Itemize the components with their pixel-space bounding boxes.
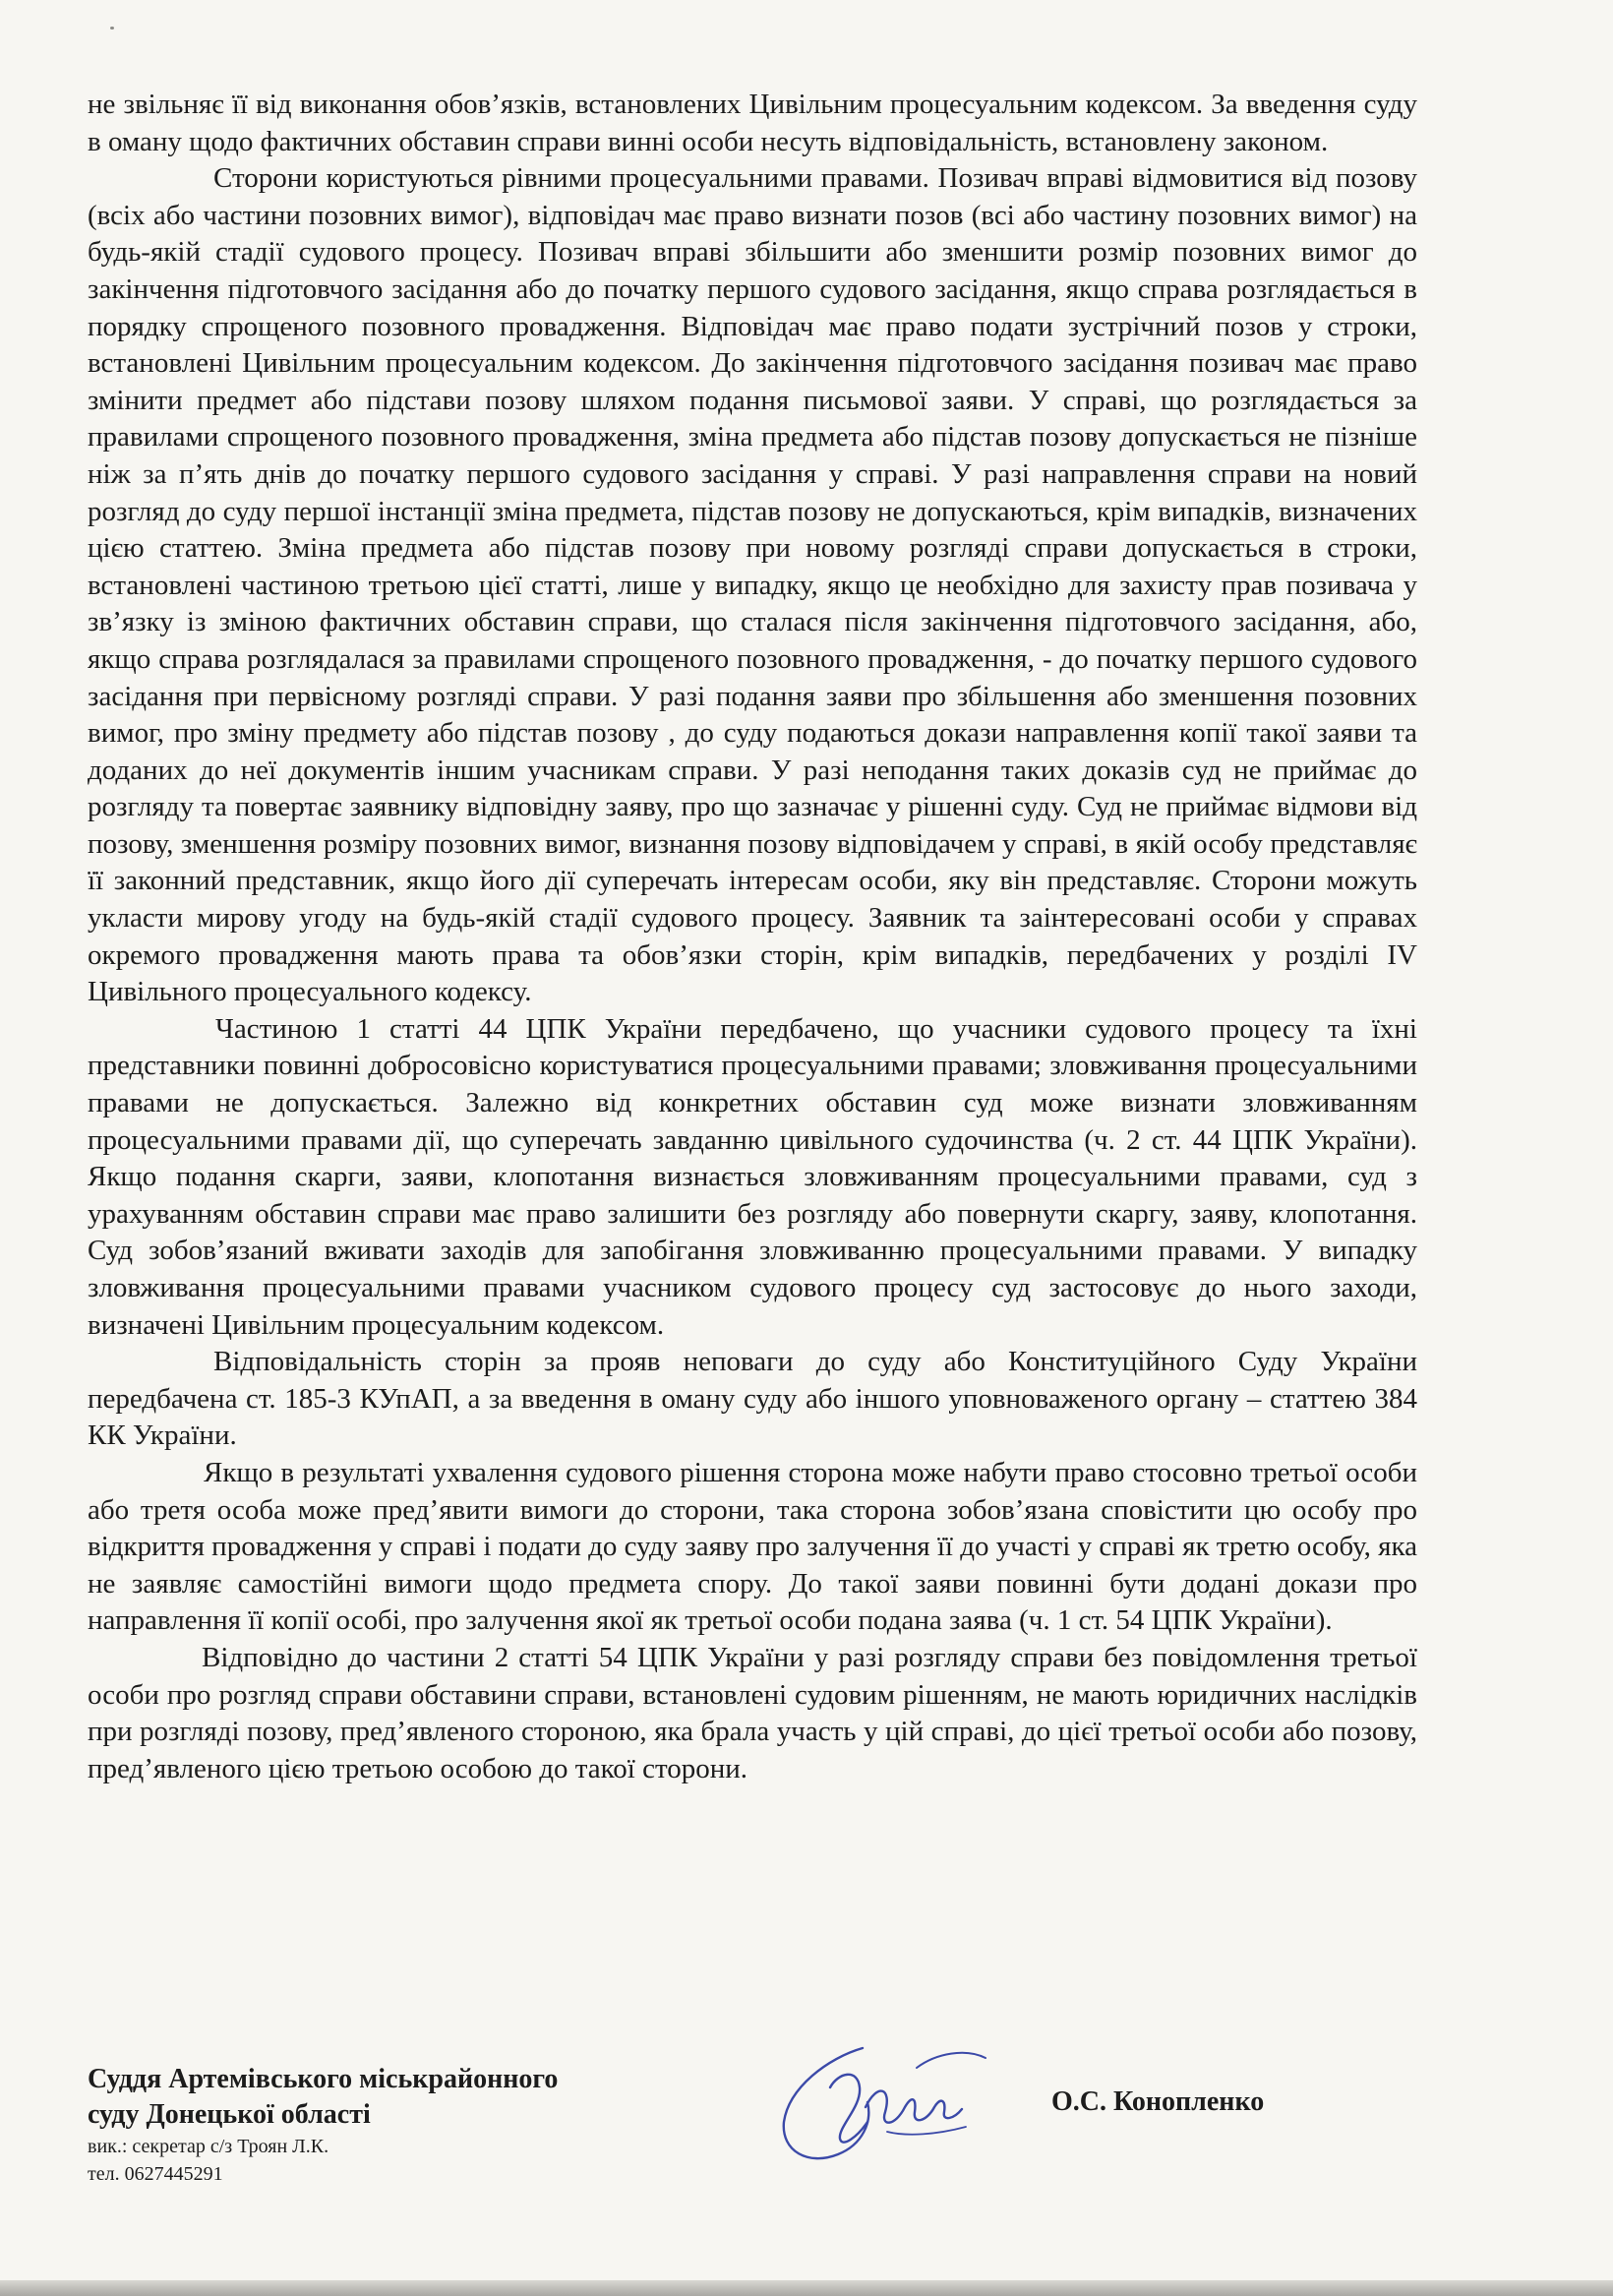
scan-speck bbox=[110, 27, 114, 30]
signature-block bbox=[88, 2062, 558, 2188]
handwritten-signature bbox=[769, 2028, 995, 2176]
phone-line: тел. 0627445291 bbox=[88, 2163, 223, 2185]
paragraph-4: Відповідальність сторін за прояв неповаги до суду або Конституційного Суду України передбачена ст. 185-3 КУпАП, а за введення в оману суду або іншого уповноваженого органу – статтею 384 КК України. bbox=[88, 1346, 1417, 1452]
executor-line: вик.: секретар с/з Троян Л.К. bbox=[88, 2136, 329, 2157]
paragraph-3: Частиною 1 статті 44 ЦПК України передбачено, що учасники судового процесу та їхні представники повинні добросовісно користуватися процесуальними правами; зловживання процесуальними правами не допускається. Залежно від конкретних обставин суд може визнати зловживанням процесуальними правами дії, що суперечать завданню цивільного судочинства (ч. 2 ст. 44 ЦПК України). Якщо подання скарги, заяви, клопотання визнається зловживанням процесуальними правами, суд з урахуванням обставин справи має право залишити без розгляду або повернути скаргу, заяву, клопотання. Суд зобов’язаний вживати заходів для запобігання зловживанню процесуальними правами. У випадку зловживання процесуальними правами учасником судового процесу суд застосовує до нього заходи, визначені Цивільним процесуальним кодексом. bbox=[88, 1012, 1417, 1341]
judge-title-line2: суду Донецької області bbox=[88, 2099, 371, 2130]
paragraph-2: Сторони користуються рівними процесуальними правами. Позивач вправі відмовитися від позову (всіх або частини позовних вимог), відповідач має право визнати позов (всі або частину позовних вимог) на будь-якій стадії судового процесу. Позивач вправі збільшити або зменшити розмір позовних вимог до закінчення підготовчого засідання або до початку першого судового засідання, якщо справа розглядається в порядку спрощеного позовного провадження. Відповідач має право подати зустрічний позов у строки, встановлені Цивільним процесуальним кодексом. До закінчення підготовчого засідання позивач має право змінити предмет або підстави позову шляхом подання письмової заяви. У справі, що розглядається за правилами спрощеного позовного провадження, зміна предмета або підстав позову допускається не пізніше ніж за п’ять днів до початку першого судового засідання у справі. У разі направлення справи на новий розгляд до суду першої інстанції зміна предмета, підстав позову не допускаються, крім випадків, визначених цією статтею. Зміна предмета або підстав позову при новому розгляді справи допускається в строки, встановлені частиною третьою цієї статті, лише у випадку, якщо це необхідно для захисту прав позивача у зв’язку із зміною фактичних обставин справи, що сталася після закінчення підготовчого засідання, або, якщо справа розглядалася за правилами спрощеного позовного провадження, - до початку першого судового засідання при первісному розгляді справи. У разі подання заяви про збільшення або зменшення позовних вимог, про зміну предмету або підстав позову , до суду подаються докази направлення копії такої заяви та доданих до неї документів іншим учасникам справи. У разі неподання таких доказів суд не приймає до розгляду та повертає заявнику відповідну заяву, про що зазначає у рішенні суду. Суд не приймає відмови від позову, зменшення розміру позовних вимог, визнання позову відповідачем у справі, в якій особу представляє її законний представник, якщо його дії суперечать інтересам особи, яку він представляє. Сторони можуть укласти мирову угоду на будь-якій стадії судового процесу. Заявник та заінтересовані особи у справах окремого провадження мають права та обов’язки сторін, крім випадків, передбачених у розділі IV Цивільного процесуального кодексу. bbox=[88, 162, 1417, 1008]
judge-title-line1: Суддя Артемівського міськрайонного bbox=[88, 2064, 559, 2094]
paragraph-5: Якщо в результаті ухвалення судового рішення сторона може набути право стосовно третьої особи або третя особа може пред’явити вимоги до сторони, така сторона зобов’язана сповістити цю особу про відкриття провадження у справі і подати до суду заяву про залучення її до участі у справі як третю особу, яка не заявляє самостійні вимоги щодо предмета спору. До такої заяви повинні бути додані докази про направлення її копії особі, про залучення якої як третьої особи подана заява (ч. 1 ст. 54 ЦПК України). bbox=[88, 1456, 1417, 1637]
scan-bottom-edge bbox=[0, 2280, 1613, 2296]
paragraph-1: не звільняє її від виконання обов’язків, встановлених Цивільним процесуальним кодексом. За введення суду в оману щодо фактичних обставин справи винні особи несуть відповідальність, встановлену законом. bbox=[88, 89, 1417, 157]
document-body bbox=[88, 87, 1417, 1787]
judge-name: О.С. Конопленко bbox=[1051, 2086, 1265, 2117]
paragraph-6: Відповідно до частини 2 статті 54 ЦПК України у разі розгляду справи без повідомлення третьої особи про розгляд справи обставини справи, встановлені судовим рішенням, не мають юридичних наслідків при розгляді позову, пред’явленого стороною, яка брала участь у цій справі, до цієї третьої особи або позову, пред’явленого цією третьою особою до такої сторони. bbox=[88, 1641, 1417, 1784]
